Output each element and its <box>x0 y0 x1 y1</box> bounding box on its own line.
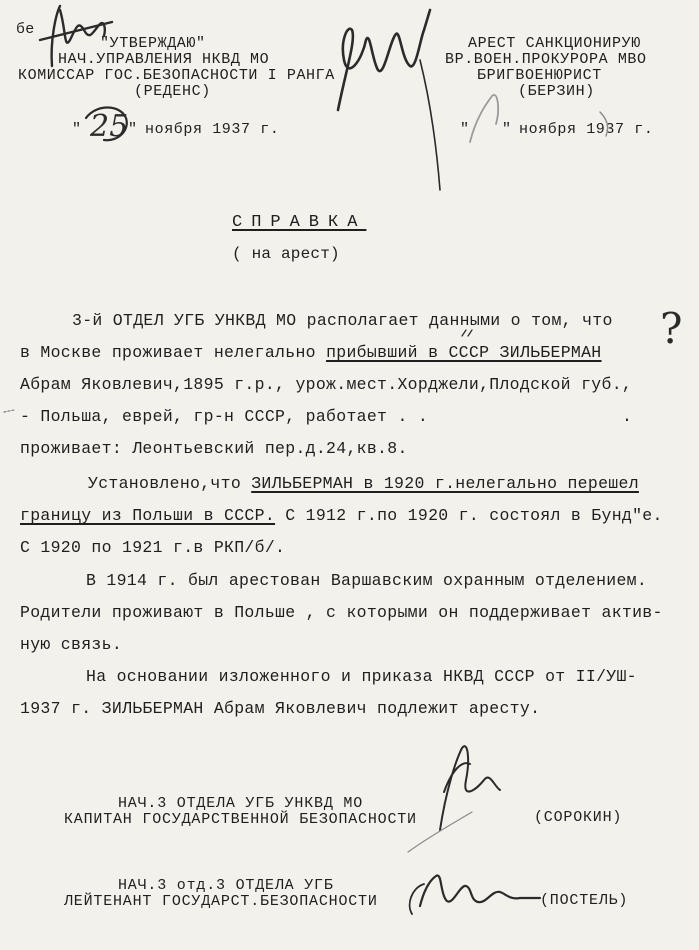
p2-line2 <box>20 508 663 525</box>
p1-line4: - Польша, еврей, гр-н СССР, работает . . <box>20 407 429 426</box>
sanction-date-open-quote: " <box>460 121 470 138</box>
p1-line5: проживает: Леонтьевский пер.д.24,кв.8. <box>20 439 408 458</box>
sign1-name: (СОРОКИН) <box>534 809 623 826</box>
approval-signature-tail <box>420 60 440 190</box>
approve-date-day: 25 <box>90 109 129 144</box>
p3-line2: Родители проживают в Польше , с которыми он поддерживает актив- <box>20 603 663 622</box>
sign2-position: НАЧ.3 отд.3 ОТДЕЛА УГБ <box>118 877 334 894</box>
sanction-date: ноября 1937 г. <box>519 121 654 138</box>
postel-signature <box>420 875 540 906</box>
sanction-signature <box>470 95 498 142</box>
arrival-insert-mark <box>462 330 472 336</box>
p3-line3: ную связь. <box>20 635 123 654</box>
document-title: СПРАВКА <box>232 213 367 232</box>
p1-underlined-arrival: прибывший в СССР ЗИЛЬБЕРМАН <box>326 343 602 362</box>
sorokin-signature-trail <box>408 812 472 852</box>
p2-underlined-crossing: ЗИЛЬБЕРМАН в 1920 г.нелегально перешел <box>251 474 639 493</box>
approve-position: НАЧ.УПРАВЛЕНИЯ НКВД МО <box>58 51 270 68</box>
sorokin-signature <box>440 746 500 830</box>
p3-line1: В 1914 г. был арестован Варшавским охранным отделением. <box>86 571 648 590</box>
p2-line1-start: Установлено,что <box>88 474 252 493</box>
p2-line1 <box>88 476 639 493</box>
sanction-rank: БРИГВОЕНЮРИСТ <box>477 67 602 84</box>
p1-line3: Абрам Яковлевич,1895 г.р., урож.мест.Хорджели,Плодской губ., <box>20 375 633 394</box>
p2-underlined-border: границу из Польши в СССР. <box>20 506 276 525</box>
corner-mark: бе <box>16 21 35 38</box>
approval-signature <box>338 10 430 110</box>
p1-line4-trailing-dot: . <box>622 407 633 426</box>
sign2-name: (ПОСТЕЛЬ) <box>540 892 629 909</box>
p1-line2 <box>20 345 602 362</box>
p1-line2-start: в Москве проживает нелегально <box>20 343 327 362</box>
approve-date-open-quote: " <box>72 121 82 138</box>
margin-tick-left <box>4 410 14 412</box>
approve-heading: "УТВЕРЖДАЮ" <box>100 35 206 52</box>
approve-name: (РЕДЕНС) <box>134 83 211 100</box>
sanction-date-close-quote: " <box>502 121 512 138</box>
margin-question-mark: ? <box>660 304 683 353</box>
sign2-rank: ЛЕЙТЕНАНТ ГОСУДАРСТ.БЕЗОПАСНОСТИ <box>64 893 378 910</box>
p1-line1: 3-й ОТДЕЛ УГБ УНКВД МО располагает данными о том, что <box>72 311 613 330</box>
sanction-position: ВР.ВОЕН.ПРОКУРОРА МВО <box>445 51 647 68</box>
p4-line1: На основании изложенного и приказа НКВД СССР от II/УШ- <box>86 667 637 686</box>
postel-signature-loop <box>410 884 424 914</box>
sign1-rank: КАПИТАН ГОСУДАРСТВЕННОЙ БЕЗОПАСНОСТИ <box>64 811 417 828</box>
approve-date: ноября 1937 г. <box>145 121 280 138</box>
approve-date-close-quote: " <box>128 121 138 138</box>
approve-rank: КОМИССАР ГОС.БЕЗОПАСНОСТИ I РАНГА <box>18 67 335 84</box>
p4-line2: 1937 г. ЗИЛЬБЕРМАН Абрам Яковлевич подлежит аресту. <box>20 699 541 718</box>
p2-bund-membership: С 1912 г.по 1920 г. состоял в Бунд"е. <box>275 506 663 525</box>
sanction-name: (БЕРЗИН) <box>518 83 595 100</box>
sign1-position: НАЧ.3 ОТДЕЛА УГБ УНКВД МО <box>118 795 364 812</box>
document-subtitle: ( на арест) <box>232 245 340 263</box>
sanction-heading: АРЕСТ САНКЦИОНИРУЮ <box>468 35 641 52</box>
p2-line3: С 1920 по 1921 г.в РКП/б/. <box>20 538 286 557</box>
